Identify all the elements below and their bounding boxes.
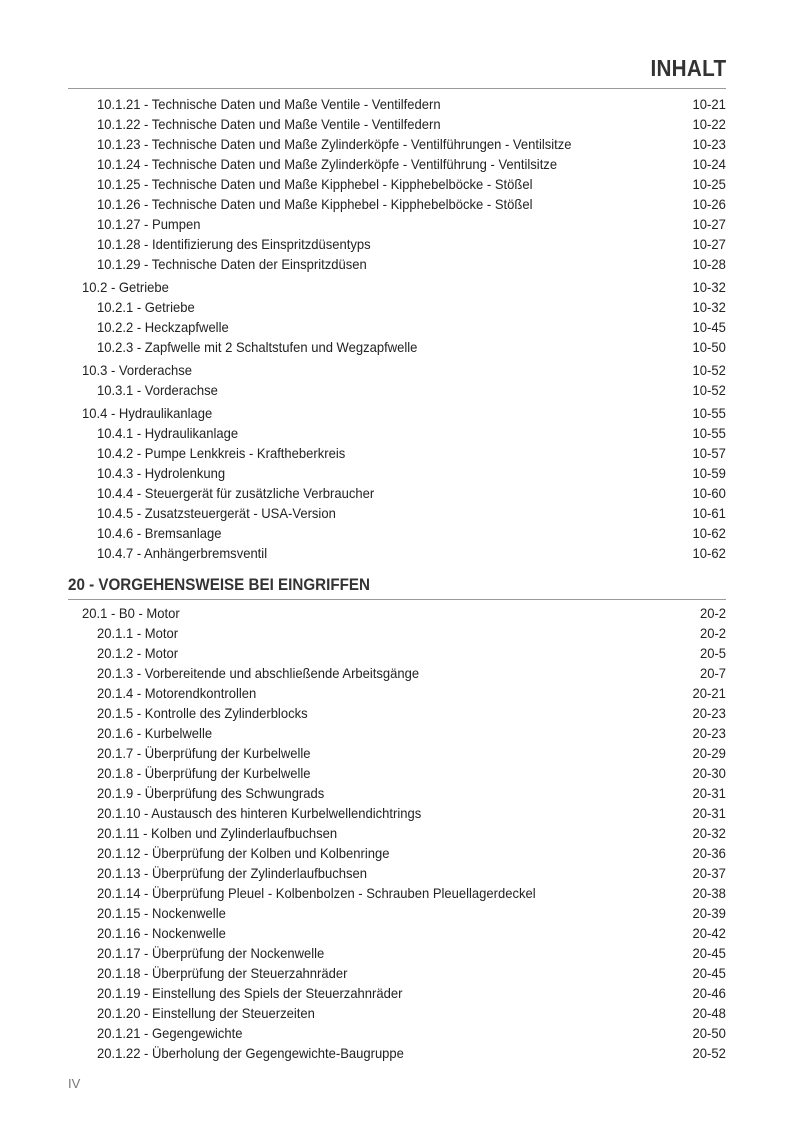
toc-entry-label: 20.1.22 - Überholung der Gegengewichte-Baugruppe: [97, 1045, 404, 1061]
toc-entry: [68, 154, 726, 174]
toc-entry-page: 10-21: [692, 96, 726, 112]
toc-entry-page: 10-45: [692, 319, 726, 335]
toc-entry-label: 20.1.8 - Überprüfung der Kurbelwelle: [97, 765, 311, 781]
toc-entry-page: 10-23: [692, 136, 726, 152]
toc-entry-label: 20.1.6 - Kurbelwelle: [97, 725, 213, 741]
toc-entry: [68, 423, 726, 443]
header-divider: [68, 88, 726, 89]
toc-entry-label: 20.1.19 - Einstellung des Spiels der Steuerzahnräder: [97, 985, 403, 1001]
toc-entry-label: 10.2.1 - Getriebe: [97, 299, 195, 315]
toc-entry-label: 10.1.29 - Technische Daten der Einspritzdüsen: [97, 256, 367, 272]
toc-entry-label: 10.1.23 - Technische Daten und Maße Zylinderköpfe - Ventilführungen - Ventilsitze: [97, 136, 572, 152]
toc-entry: [68, 623, 726, 643]
toc-entry-label: 20.1.7 - Überprüfung der Kurbelwelle: [97, 745, 311, 761]
toc-entry-page: 20-31: [692, 805, 726, 821]
toc-entry-page: 10-25: [692, 176, 726, 192]
toc-entry-label: 20.1.5 - Kontrolle des Zylinderblocks: [97, 705, 308, 721]
toc-entry-label: 10.1.28 - Identifizierung des Einspritzdüsentyps: [97, 236, 371, 252]
toc-entry-page: 20-2: [699, 625, 726, 641]
toc-entry-label: 10.2.2 - Heckzapfwelle: [97, 319, 229, 335]
toc-entry-page: 20-48: [692, 1005, 726, 1021]
toc-entry-page: 20-31: [692, 785, 726, 801]
toc-entry: [68, 483, 726, 503]
toc-entry-page: 10-50: [692, 339, 726, 355]
toc-entry: [68, 643, 726, 663]
toc-entry: [68, 503, 726, 523]
toc-entry-page: 10-57: [692, 445, 726, 461]
toc-entry-page: 20-38: [692, 885, 726, 901]
toc-entry: [68, 903, 726, 923]
toc-entry: [68, 963, 726, 983]
toc-entry-page: 10-52: [692, 362, 726, 378]
toc-entry-page: 10-22: [692, 116, 726, 132]
toc-section-entry: [68, 277, 726, 297]
toc-entry-page: 10-52: [692, 382, 726, 398]
toc-entry-page: 10-62: [692, 545, 726, 561]
toc-entry-label: 20.1.2 - Motor: [97, 645, 179, 661]
table-of-contents: [68, 94, 726, 1063]
toc-entry: [68, 783, 726, 803]
toc-entry-page: 20-42: [692, 925, 726, 941]
toc-entry-page: 20-2: [699, 605, 726, 621]
toc-entry-label: 20.1.12 - Überprüfung der Kolben und Kolbenringe: [97, 845, 390, 861]
toc-entry-label: 20.1.1 - Motor: [97, 625, 179, 641]
toc-entry-page: 10-24: [692, 156, 726, 172]
toc-entry-page: 20-46: [692, 985, 726, 1001]
toc-entry-label: 10.1.24 - Technische Daten und Maße Zylinderköpfe - Ventilführung - Ventilsitze: [97, 156, 558, 172]
toc-entry-page: 10-62: [692, 525, 726, 541]
toc-entry-label: 10.4 - Hydraulikanlage: [82, 405, 213, 421]
toc-entry-label: 20.1.3 - Vorbereitende und abschließende Arbeitsgänge: [97, 665, 420, 681]
toc-entry-label: 10.4.5 - Zusatzsteuergerät - USA-Version: [97, 505, 336, 521]
toc-entry-page: 20-32: [692, 825, 726, 841]
toc-entry: [68, 463, 726, 483]
toc-entry-page: 20-23: [692, 725, 726, 741]
toc-entry: [68, 194, 726, 214]
toc-section-20: [68, 603, 726, 1063]
toc-entry-page: 20-39: [692, 905, 726, 921]
toc-entry: [68, 743, 726, 763]
chapter-heading: [68, 571, 726, 599]
page-number: IV: [68, 1076, 81, 1091]
toc-entry-label: 10.4.1 - Hydraulikanlage: [97, 425, 239, 441]
toc-entry: [68, 983, 726, 1003]
toc-entry-page: 20-7: [699, 665, 726, 681]
toc-entry-label: 10.4.2 - Pumpe Lenkkreis - Kraftheberkreis: [97, 445, 346, 461]
toc-entry-page: 20-45: [692, 965, 726, 981]
toc-entry: [68, 1003, 726, 1023]
toc-entry-label: 10.3 - Vorderachse: [82, 362, 193, 378]
toc-entry-label: 20.1.20 - Einstellung der Steuerzeiten: [97, 1005, 315, 1021]
toc-entry-page: 20-21: [692, 685, 726, 701]
toc-entry: [68, 114, 726, 134]
toc-entry-label: 10.4.6 - Bremsanlage: [97, 525, 222, 541]
toc-entry: [68, 234, 726, 254]
toc-entry: [68, 803, 726, 823]
toc-entry-label: 10.1.22 - Technische Daten und Maße Ventile - Ventilfedern: [97, 116, 441, 132]
toc-entry: [68, 683, 726, 703]
toc-entry: [68, 1043, 726, 1063]
toc-entry-page: 20-36: [692, 845, 726, 861]
toc-section-entry: [68, 603, 726, 623]
toc-entry-page: 20-45: [692, 945, 726, 961]
toc-entry: [68, 763, 726, 783]
toc-section-entry: [68, 403, 726, 423]
toc-entry-label: 20.1 - B0 - Motor: [82, 605, 180, 621]
toc-entry: [68, 943, 726, 963]
toc-entry-page: 20-30: [692, 765, 726, 781]
toc-entry-label: 20.1.18 - Überprüfung der Steuerzahnräder: [97, 965, 348, 981]
toc-entry-label: 10.2.3 - Zapfwelle mit 2 Schaltstufen und Wegzapfwelle: [97, 339, 418, 355]
toc-entry-label: 10.4.3 - Hydrolenkung: [97, 465, 226, 481]
toc-entry-label: 20.1.16 - Nockenwelle: [97, 925, 226, 941]
chapter-heading-text: 20 - VORGEHENSWEISE BEI EINGRIFFEN: [68, 576, 370, 594]
toc-entry-page: 10-27: [692, 216, 726, 232]
toc-entry-page: 10-55: [692, 425, 726, 441]
page-title: INHALT: [650, 55, 726, 81]
toc-entry-page: 10-27: [692, 236, 726, 252]
toc-entry: [68, 923, 726, 943]
toc-entry-label: 20.1.14 - Überprüfung Pleuel - Kolbenbolzen - Schrauben Pleuellagerdeckel: [97, 885, 536, 901]
toc-entry: [68, 863, 726, 883]
toc-entry-page: 10-28: [692, 256, 726, 272]
toc-entry: [68, 663, 726, 683]
toc-entry: [68, 703, 726, 723]
toc-entry: [68, 443, 726, 463]
toc-entry: [68, 297, 726, 317]
toc-entry-label: 10.1.25 - Technische Daten und Maße Kipphebel - Kipphebelböcke - Stößel: [97, 176, 533, 192]
toc-entry: [68, 843, 726, 863]
toc-entry: [68, 883, 726, 903]
toc-entry: [68, 214, 726, 234]
toc-entry-page: 10-32: [692, 279, 726, 295]
toc-entry-page: 20-29: [692, 745, 726, 761]
toc-entry: [68, 337, 726, 357]
toc-entry-label: 20.1.21 - Gegengewichte: [97, 1025, 243, 1041]
toc-section-entry: [68, 360, 726, 380]
toc-entry-page: 10-26: [692, 196, 726, 212]
toc-entry: [68, 94, 726, 114]
toc-entry: [68, 823, 726, 843]
toc-entry-label: 20.1.13 - Überprüfung der Zylinderlaufbuchsen: [97, 865, 367, 881]
toc-entry-label: 20.1.11 - Kolben und Zylinderlaufbuchsen: [97, 825, 338, 841]
toc-entry-page: 20-23: [692, 705, 726, 721]
toc-entry-page: 10-59: [692, 465, 726, 481]
toc-entry-page: 10-32: [692, 299, 726, 315]
chapter-divider: [68, 599, 726, 600]
toc-entry-label: 20.1.15 - Nockenwelle: [97, 905, 226, 921]
toc-entry-page: 20-50: [692, 1025, 726, 1041]
toc-entry-label: 10.1.26 - Technische Daten und Maße Kipphebel - Kipphebelböcke - Stößel: [97, 196, 533, 212]
toc-entry-label: 20.1.9 - Überprüfung des Schwungrads: [97, 785, 325, 801]
toc-entry: [68, 134, 726, 154]
toc-entry-label: 10.2 - Getriebe: [82, 279, 169, 295]
toc-entry-label: 10.1.27 - Pumpen: [97, 216, 201, 232]
toc-entry-page: 20-37: [692, 865, 726, 881]
toc-entry: [68, 723, 726, 743]
toc-entry-label: 20.1.17 - Überprüfung der Nockenwelle: [97, 945, 325, 961]
toc-section-10: [68, 94, 726, 563]
toc-entry-page: 10-60: [692, 485, 726, 501]
toc-entry: [68, 174, 726, 194]
toc-entry-page: 10-55: [692, 405, 726, 421]
toc-entry-label: 20.1.10 - Austausch des hinteren Kurbelwellendichtrings: [97, 805, 422, 821]
toc-entry: [68, 1023, 726, 1043]
toc-entry-label: 10.4.4 - Steuergerät für zusätzliche Verbraucher: [97, 485, 375, 501]
toc-entry: [68, 317, 726, 337]
toc-entry-label: 10.4.7 - Anhängerbremsventil: [97, 545, 268, 561]
toc-entry: [68, 523, 726, 543]
toc-entry-page: 20-5: [699, 645, 726, 661]
toc-entry-label: 20.1.4 - Motorendkontrollen: [97, 685, 257, 701]
toc-entry: [68, 254, 726, 274]
toc-entry: [68, 543, 726, 563]
toc-entry-page: 20-52: [692, 1045, 726, 1061]
toc-entry-page: 10-61: [692, 505, 726, 521]
toc-entry-label: 10.1.21 - Technische Daten und Maße Ventile - Ventilfedern: [97, 96, 441, 112]
toc-entry-label: 10.3.1 - Vorderachse: [97, 382, 218, 398]
toc-entry: [68, 380, 726, 400]
